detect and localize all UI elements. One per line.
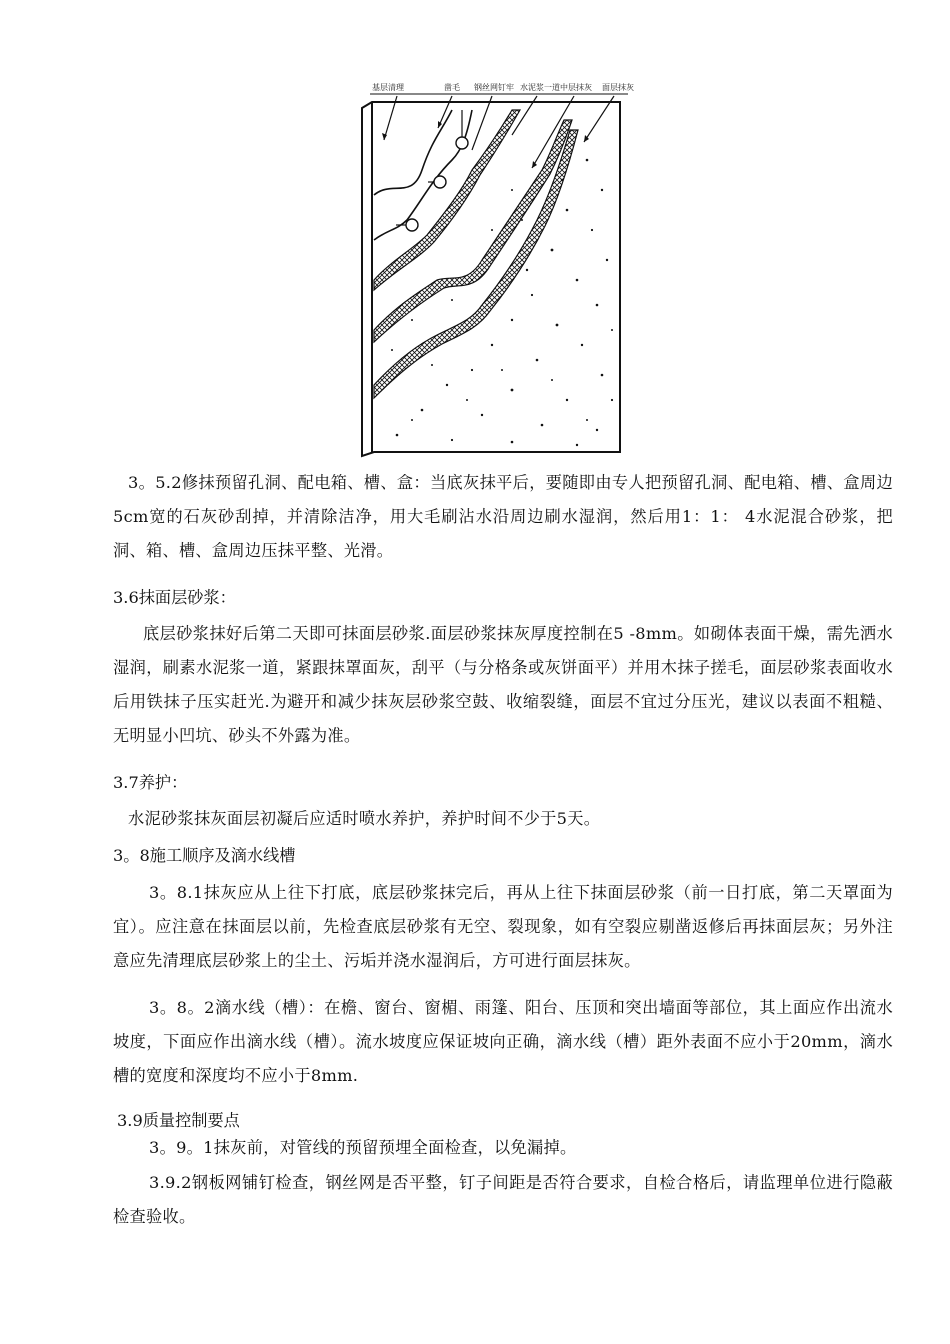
paragraph-3-7: 水泥砂浆抹灰面层初凝后应适时喷水养护，养护时间不少于5天。	[128, 809, 601, 828]
figure-label-3: 水泥浆一道	[520, 83, 560, 92]
figure-label-5: 面层抹灰	[602, 83, 634, 92]
heading-3-7: 3.7养护：	[113, 773, 188, 792]
paragraph-3-8-2: 3。8。2滴水线（槽）：在檐、窗台、窗楣、雨篷、阳台、压顶和突出墙面等部位，其上面应作出流水坡度，下面应作出滴水线（槽）。流水坡度应保证坡向正确，滴水线（槽）距外表面不应小于20mm，滴水槽的宽度和深度均不应小于8mm.	[113, 998, 893, 1085]
figure-label-0: 基层清理	[372, 83, 404, 92]
plaster-layers-diagram	[352, 80, 634, 458]
paragraph-3-6: 底层砂浆抹好后第二天即可抹面层砂浆.面层砂浆抹灰厚度控制在5 -8mm。如砌体表面干燥，需先洒水湿润，刷素水泥浆一道，紧跟抹罩面灰，刮平（与分格条或灰饼面平）并用木抹子搓毛，面层砂浆表面收水后用铁抹子压实赶光.为避开和减少抹灰层砂浆空鼓、收缩裂缝，面层不宜过分压光，建议以表面不粗糙、无明显小凹坑、砂头不外露为准。	[113, 624, 893, 745]
paragraph-3-9-2: 3.9.2钢板网铺钉检查，钢丝网是否平整，钉子间距是否符合要求，自检合格后，请监理单位进行隐蔽检查验收。	[113, 1173, 893, 1226]
paragraph-3-9-1: 3。9。1抹灰前，对管线的预留预埋全面检查，以免漏掉。	[149, 1138, 577, 1157]
paragraph-3-8-1: 3。8.1抹灰应从上往下打底，底层砂浆抹完后，再从上往下抹面层砂浆（前一日打底，第二天罩面为宜）。应注意在抹面层以前，先检查底层砂浆有无空、裂现象，如有空裂应剔凿返修后再抹面层灰；另外注意应先清理底层砂浆上的尘土、污垢并浇水湿润后，方可进行面层抹灰。	[113, 883, 893, 970]
paragraph-3-5-2: 3。5.2修抹预留孔洞、配电箱、槽、盒：当底灰抹平后，要随即由专人把预留孔洞、配电箱、槽、盒周边5cm宽的石灰砂刮掉，并清除洁净，用大毛刷沾水沿周边刷水湿润，然后用1：1： 4水泥混合砂浆，把洞、箱、槽、盒周边压抹平整、光滑。	[113, 473, 893, 560]
plaster-layers-figure	[352, 80, 634, 458]
heading-3-8: 3。8施工顺序及滴水线槽	[113, 846, 296, 865]
figure-label-1: 凿毛	[444, 83, 460, 92]
heading-3-6: 3.6抹面层砂浆：	[113, 588, 236, 607]
figure-label-4: 中层抹灰	[560, 83, 592, 92]
figure-label-2: 钢丝网钉牢	[474, 83, 514, 92]
heading-3-9: 3.9质量控制要点	[117, 1111, 240, 1130]
